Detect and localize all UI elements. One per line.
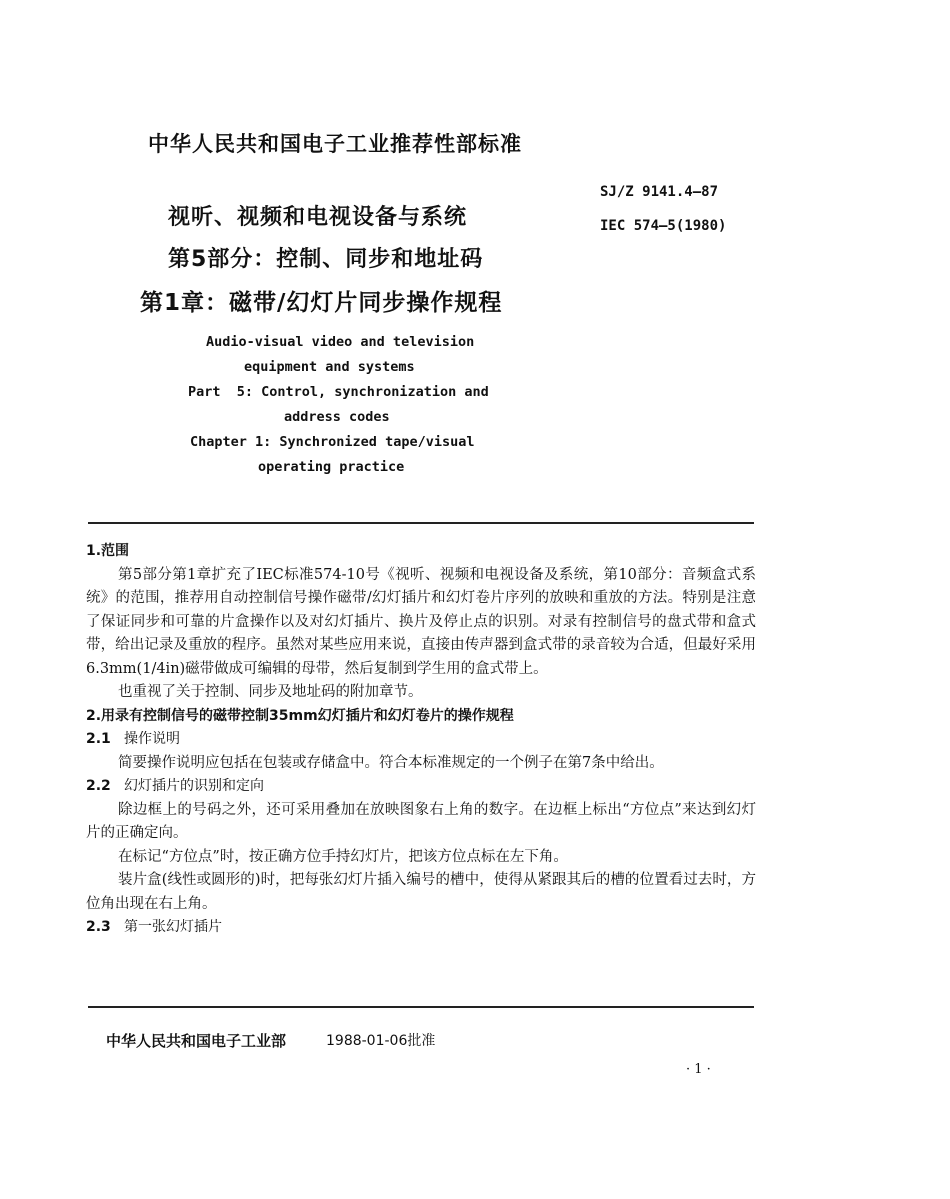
section-1-heading: 1.范围 [86,543,130,559]
standard-code-iec: IEC 574—5(1980) [600,218,727,234]
ministry-standard-heading: 中华人民共和国电子工业推荐性部标准 [148,132,522,156]
section-1-paragraph-2: 也重视了关于控制、同步及地址码的附加章节。 [118,684,423,700]
standard-code-sj: SJ/Z 9141.4—87 [600,184,719,200]
header-divider [88,522,754,524]
section-1-paragraph-1: 第5部分第1章扩充了IEC标准574-10号《视听、视频和电视设备及系统，第10部分：音频盒式系统》的范围，推荐用自动控制信号操作磁带/幻灯插片和幻灯卷片序列的放映和重放的方法。特别是注意了保证同步和可靠的片盒操作以及对幻灯插片、换片及停止点的识别。对录有控制信号的盘式带和盒式带，给出记录及重放的程序。虽然对某些应用来说，直接由传声器到盒式带的录音较为合适，但最好采用6.3mm(1/4in)磁带做成可编辑的母带，然后复制到学生用的盒式带上。 [86,566,756,677]
section-2-2-paragraph-1: 除边框上的号码之外，还可采用叠加在放映图象右上角的数字。在边框上标出“方位点”来达到幻灯片的正确定向。 [86,801,756,841]
title-cn-line1: 视听、视频和电视设备与系统 [168,205,468,230]
footer-divider [88,1006,754,1008]
title-cn-line2: 第5部分：控制、同步和地址码 [168,247,484,272]
title-en-line1: Audio-visual video and television [206,334,475,350]
section-2-1-title: 操作说明 [124,731,180,747]
title-en-line3: Part 5: Control, synchronization and [188,384,489,400]
section-2-2-paragraph-2: 在标记“方位点”时，按正确方位手持幻灯片，把该方位点标在左下角。 [118,848,568,865]
section-2-3-number: 2.3 [86,919,111,935]
title-cn-line3: 第1章：磁带/幻灯片同步操作规程 [140,290,503,316]
title-en-line4: address codes [284,409,390,425]
section-2-2-heading [86,775,756,799]
footer-ministry: 中华人民共和国电子工业部 [106,1032,287,1050]
title-en-line2: equipment and systems [244,359,415,375]
section-2-2-title: 幻灯插片的识别和定向 [124,778,264,794]
section-2-1-paragraph: 简要操作说明应包括在包装或存储盒中。符合本标准规定的一个例子在第7条中给出。 [118,754,664,771]
title-en-line5: Chapter 1: Synchronized tape/visual [190,434,475,450]
section-2-2-number: 2.2 [86,778,111,794]
section-2-2-paragraph-3: 装片盒(线性或圆形的)时，把每张幻灯片插入编号的槽中，使得从紧跟其后的槽的位置看过去时，方位角出现在右上角。 [86,872,756,912]
section-2-heading: 2.用录有控制信号的磁带控制35mm幻灯插片和幻灯卷片的操作规程 [86,707,514,724]
page-number: · 1 · [686,1062,711,1077]
section-2-3-heading [86,916,756,940]
title-en-line6: operating practice [258,459,405,475]
section-2-1-number: 2.1 [86,731,111,747]
document-body [86,540,756,940]
section-2-3-title: 第一张幻灯插片 [124,919,222,935]
footer-approval-date: 1988-01-06批准 [326,1033,436,1049]
section-2-1-heading [86,728,756,752]
